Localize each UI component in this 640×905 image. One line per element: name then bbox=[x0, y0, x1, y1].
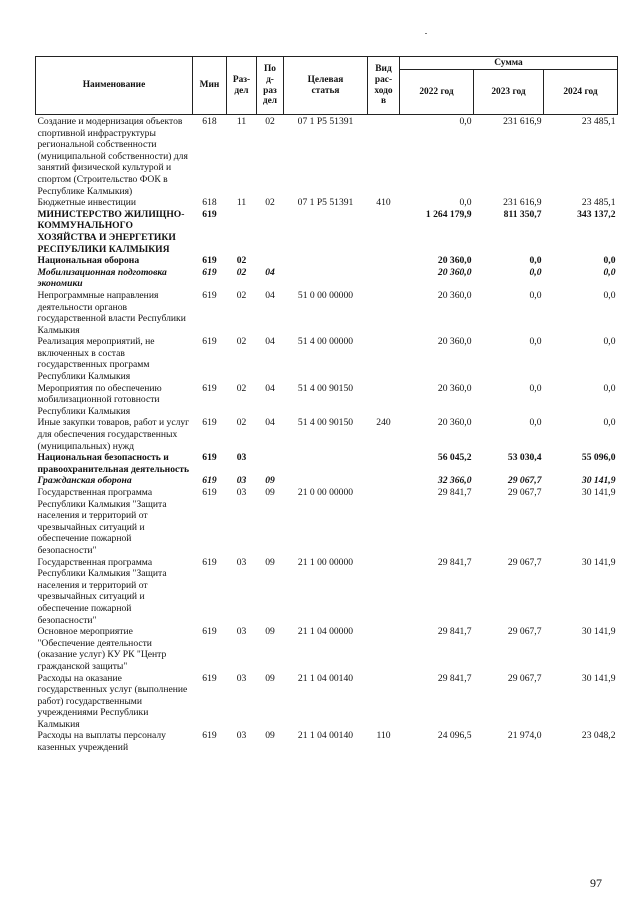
cell-name: Реализация мероприятий, не включенных в состав государственных программ Республики Калмыкия bbox=[37, 336, 155, 383]
cell-2024: 30 141,9 bbox=[581, 672, 616, 684]
cell-vid: 240 bbox=[376, 417, 391, 429]
page-number: 97 bbox=[590, 876, 602, 890]
cell-target bbox=[284, 475, 368, 487]
cell-name: Государственная программа Республики Калмыкия "Защита населения и территорий от чрезвычайных ситуаций и обеспечение пожарной безопасности" bbox=[37, 487, 167, 556]
cell-2022: 29 841,7 bbox=[437, 672, 472, 684]
cell-vid bbox=[368, 475, 400, 487]
cell-2022: 20 360,0 bbox=[437, 336, 472, 348]
cell-min: 619 bbox=[202, 452, 217, 464]
cell-podrazdel: 04 bbox=[265, 382, 275, 394]
cell-2023: 29 067,7 bbox=[507, 556, 542, 568]
cell-min: 619 bbox=[202, 417, 217, 429]
cell-podrazdel: 09 bbox=[265, 487, 275, 498]
table-row bbox=[36, 267, 618, 290]
cell-2023: 231 616,9 bbox=[503, 197, 542, 209]
cell-2022: 29 841,7 bbox=[437, 626, 472, 638]
table-row bbox=[36, 730, 618, 753]
cell-vid bbox=[368, 209, 400, 255]
table-row bbox=[36, 557, 618, 627]
cell-name: МИНИСТЕРСТВО ЖИЛИЩНО-КОММУНАЛЬНОГО ХОЗЯЙСТВА И ЭНЕРГЕТИКИ РЕСПУБЛИКИ КАЛМЫКИЯ bbox=[37, 208, 185, 255]
cell-razdel: 11 bbox=[236, 116, 247, 127]
cell-podrazdel: 04 bbox=[265, 336, 275, 348]
table-row bbox=[36, 487, 618, 557]
cell-min: 619 bbox=[202, 730, 217, 742]
cell-2024: 0,0 bbox=[603, 266, 616, 278]
cell-name: Государственная программа Республики Калмыкия "Защита населения и территорий от чрезвычайных ситуаций и обеспечение пожарной безопасности" bbox=[37, 556, 167, 626]
cell-razdel: 02 bbox=[236, 289, 247, 301]
cell-razdel: 03 bbox=[236, 452, 247, 464]
cell-target bbox=[284, 255, 368, 267]
table-row bbox=[36, 209, 618, 255]
table-row bbox=[36, 417, 618, 452]
cell-name: Создание и модернизация объектов спортивной инфраструктуры региональной собственности (муниципальной собственности) для занятий физической культурой и спортом (Строительство ФОК в Республике Калмыкия) bbox=[37, 116, 188, 197]
cell-2024: 0,0 bbox=[603, 255, 616, 267]
cell-2022: 24 096,5 bbox=[437, 730, 472, 742]
cell-2022: 56 045,2 bbox=[437, 452, 472, 464]
header-min: Мин bbox=[193, 57, 227, 115]
table-row bbox=[36, 475, 618, 487]
cell-min: 619 bbox=[202, 672, 217, 684]
cell-2022: 1 264 179,9 bbox=[425, 208, 472, 220]
cell-2024: 0,0 bbox=[603, 382, 616, 394]
cell-vid bbox=[368, 383, 400, 418]
cell-2023: 0,0 bbox=[529, 255, 542, 267]
cell-2022: 32 366,0 bbox=[437, 475, 472, 487]
cell-2024: 0,0 bbox=[603, 289, 616, 301]
cell-name: Иные закупки товаров, работ и услуг для обеспечения государственных (муниципальных) нужд bbox=[37, 417, 190, 452]
cell-name: Бюджетные инвестиции bbox=[37, 197, 136, 209]
cell-vid: 110 bbox=[376, 730, 391, 742]
cell-razdel: 11 bbox=[236, 197, 247, 209]
cell-target bbox=[284, 209, 368, 255]
cell-2024: 30 141,9 bbox=[581, 556, 616, 568]
cell-target bbox=[284, 452, 368, 475]
cell-vid bbox=[368, 115, 400, 198]
table-row bbox=[36, 290, 618, 336]
cell-razdel: 02 bbox=[236, 255, 247, 267]
cell-podrazdel bbox=[257, 452, 284, 475]
cell-name: Непрограммные направления деятельности органов государственной власти Республики Калмыкия bbox=[37, 289, 186, 336]
cell-podrazdel: 09 bbox=[265, 672, 275, 684]
table-row bbox=[36, 626, 618, 672]
cell-2022: 0,0 bbox=[459, 116, 472, 127]
cell-podrazdel: 09 bbox=[265, 730, 275, 742]
cell-2023: 0,0 bbox=[529, 266, 542, 278]
header-2022: 2022 год bbox=[400, 70, 474, 115]
table-body bbox=[36, 115, 618, 754]
cell-min: 619 bbox=[202, 336, 217, 348]
cell-razdel: 03 bbox=[236, 672, 247, 684]
cell-razdel: 02 bbox=[236, 336, 247, 348]
cell-vid bbox=[368, 452, 400, 475]
cell-2024: 23 485,1 bbox=[581, 197, 616, 209]
cell-2023: 53 030,4 bbox=[507, 452, 542, 464]
cell-2022: 20 360,0 bbox=[437, 255, 472, 267]
cell-2023: 0,0 bbox=[529, 417, 542, 429]
cell-target: 21 1 04 00000 bbox=[297, 626, 354, 638]
cell-name: Расходы на выплаты персоналу казенных учреждений bbox=[37, 730, 166, 754]
cell-razdel: 02 bbox=[236, 266, 247, 278]
cell-razdel bbox=[227, 209, 257, 255]
cell-2023: 0,0 bbox=[529, 289, 542, 301]
cell-razdel: 03 bbox=[236, 475, 247, 487]
cell-2022: 0,0 bbox=[459, 197, 472, 209]
cell-2022: 20 360,0 bbox=[437, 382, 472, 394]
cell-razdel: 02 bbox=[236, 417, 247, 429]
header-target: Целевая статья bbox=[284, 57, 368, 115]
cell-target: 51 4 00 00000 bbox=[297, 336, 354, 348]
cell-2022: 20 360,0 bbox=[437, 289, 472, 301]
cell-2023: 29 067,7 bbox=[507, 672, 542, 684]
header-name: Наименование bbox=[36, 57, 193, 115]
cell-min: 619 bbox=[202, 255, 217, 267]
cell-min: 618 bbox=[202, 197, 217, 209]
cell-name: Мобилизационная подготовка экономики bbox=[37, 266, 167, 290]
cell-vid bbox=[368, 557, 400, 627]
cell-min: 619 bbox=[202, 475, 217, 487]
cell-min: 618 bbox=[202, 116, 217, 127]
cell-podrazdel: 09 bbox=[265, 475, 275, 487]
cell-vid bbox=[368, 336, 400, 382]
cell-name: Национальная безопасность и правоохранительная деятельность bbox=[37, 452, 190, 475]
cell-2024: 55 096,0 bbox=[581, 452, 616, 464]
table-row bbox=[36, 383, 618, 418]
cell-2024: 30 141,9 bbox=[581, 626, 616, 638]
cell-vid bbox=[368, 290, 400, 336]
cell-razdel: 03 bbox=[236, 626, 247, 638]
cell-2023: 29 067,7 bbox=[507, 487, 542, 498]
cell-vid bbox=[368, 267, 400, 290]
cell-razdel: 03 bbox=[236, 730, 247, 742]
cell-podrazdel: 02 bbox=[265, 197, 275, 209]
budget-table bbox=[35, 56, 618, 754]
cell-2023: 29 067,7 bbox=[507, 475, 542, 487]
cell-podrazdel: 09 bbox=[265, 626, 275, 638]
cell-2023: 231 616,9 bbox=[503, 116, 542, 127]
cell-min: 619 bbox=[202, 626, 217, 638]
table-row bbox=[36, 255, 618, 267]
header-summa: Сумма bbox=[400, 57, 618, 70]
header-razdel: Раз- дел bbox=[227, 57, 257, 115]
cell-podrazdel: 02 bbox=[265, 116, 275, 127]
cell-2023: 0,0 bbox=[529, 382, 542, 394]
cell-min: 619 bbox=[202, 266, 217, 278]
cell-podrazdel: 04 bbox=[265, 266, 275, 278]
header-podrazdel: По д- раз дел bbox=[257, 57, 284, 115]
header-vid: Вид рас- ходо в bbox=[368, 57, 400, 115]
cell-2022: 20 360,0 bbox=[437, 266, 472, 278]
table-row bbox=[36, 452, 618, 475]
cell-podrazdel: 04 bbox=[265, 417, 275, 429]
cell-target bbox=[284, 267, 368, 290]
cell-target: 21 1 04 00140 bbox=[297, 730, 354, 742]
cell-2023: 29 067,7 bbox=[507, 626, 542, 638]
cell-2024: 343 137,2 bbox=[577, 208, 616, 220]
cell-min: 619 bbox=[202, 289, 217, 301]
cell-name: Мероприятия по обеспечению мобилизационной готовности Республики Калмыкия bbox=[37, 382, 162, 417]
cell-razdel: 02 bbox=[236, 382, 247, 394]
table-row bbox=[36, 197, 618, 209]
cell-min: 619 bbox=[202, 556, 217, 568]
cell-target: 07 1 P5 51391 bbox=[297, 116, 354, 127]
cell-2022: 29 841,7 bbox=[437, 556, 472, 568]
table-row bbox=[36, 336, 618, 382]
cell-name: Основное мероприятие "Обеспечение деятельности (оказание услуг) КУ РК "Центр гражданской защиты" bbox=[37, 626, 167, 672]
cell-name: Гражданская оборона bbox=[37, 475, 132, 487]
table-row bbox=[36, 673, 618, 731]
cell-name: Национальная оборона bbox=[37, 255, 140, 267]
cell-2022: 29 841,7 bbox=[437, 487, 472, 498]
cell-podrazdel bbox=[257, 209, 284, 255]
cell-vid: 410 bbox=[376, 197, 391, 209]
cell-target: 51 0 00 00000 bbox=[297, 289, 354, 301]
cell-2024: 23 485,1 bbox=[581, 116, 616, 127]
cell-target: 07 1 P5 51391 bbox=[297, 197, 354, 209]
cell-target: 21 1 00 00000 bbox=[297, 556, 354, 568]
table-header bbox=[36, 57, 618, 115]
cell-min: 619 bbox=[202, 487, 217, 498]
cell-vid bbox=[368, 673, 400, 731]
cell-vid bbox=[368, 255, 400, 267]
cell-2023: 21 974,0 bbox=[507, 730, 542, 742]
cell-vid bbox=[368, 626, 400, 672]
cell-2024: 30 141,9 bbox=[581, 487, 616, 498]
cell-vid bbox=[368, 487, 400, 557]
cell-podrazdel: 09 bbox=[265, 556, 275, 568]
cell-min: 619 bbox=[202, 382, 217, 394]
cell-2022: 20 360,0 bbox=[437, 417, 472, 429]
cell-target: 51 4 00 90150 bbox=[297, 382, 354, 394]
cell-2023: 0,0 bbox=[529, 336, 542, 348]
cell-podrazdel bbox=[257, 255, 284, 267]
scan-speck bbox=[425, 33, 427, 34]
table-row bbox=[36, 115, 618, 198]
cell-target: 21 0 00 00000 bbox=[297, 487, 354, 498]
cell-2024: 23 048,2 bbox=[581, 730, 616, 742]
cell-min: 619 bbox=[202, 208, 217, 220]
cell-razdel: 03 bbox=[236, 556, 247, 568]
cell-2023: 811 350,7 bbox=[503, 208, 542, 220]
cell-target: 21 1 04 00140 bbox=[297, 672, 354, 684]
cell-2024: 0,0 bbox=[603, 336, 616, 348]
cell-2024: 0,0 bbox=[603, 417, 616, 429]
header-2024: 2024 год bbox=[544, 70, 618, 115]
cell-podrazdel: 04 bbox=[265, 289, 275, 301]
header-2023: 2023 год bbox=[474, 70, 544, 115]
cell-2024: 30 141,9 bbox=[581, 475, 616, 487]
cell-target: 51 4 00 90150 bbox=[297, 417, 354, 429]
cell-razdel: 03 bbox=[236, 487, 247, 498]
cell-name: Расходы на оказание государственных услуг (выполнение работ) государственными учреждениями Республики Калмыкия bbox=[37, 672, 188, 730]
